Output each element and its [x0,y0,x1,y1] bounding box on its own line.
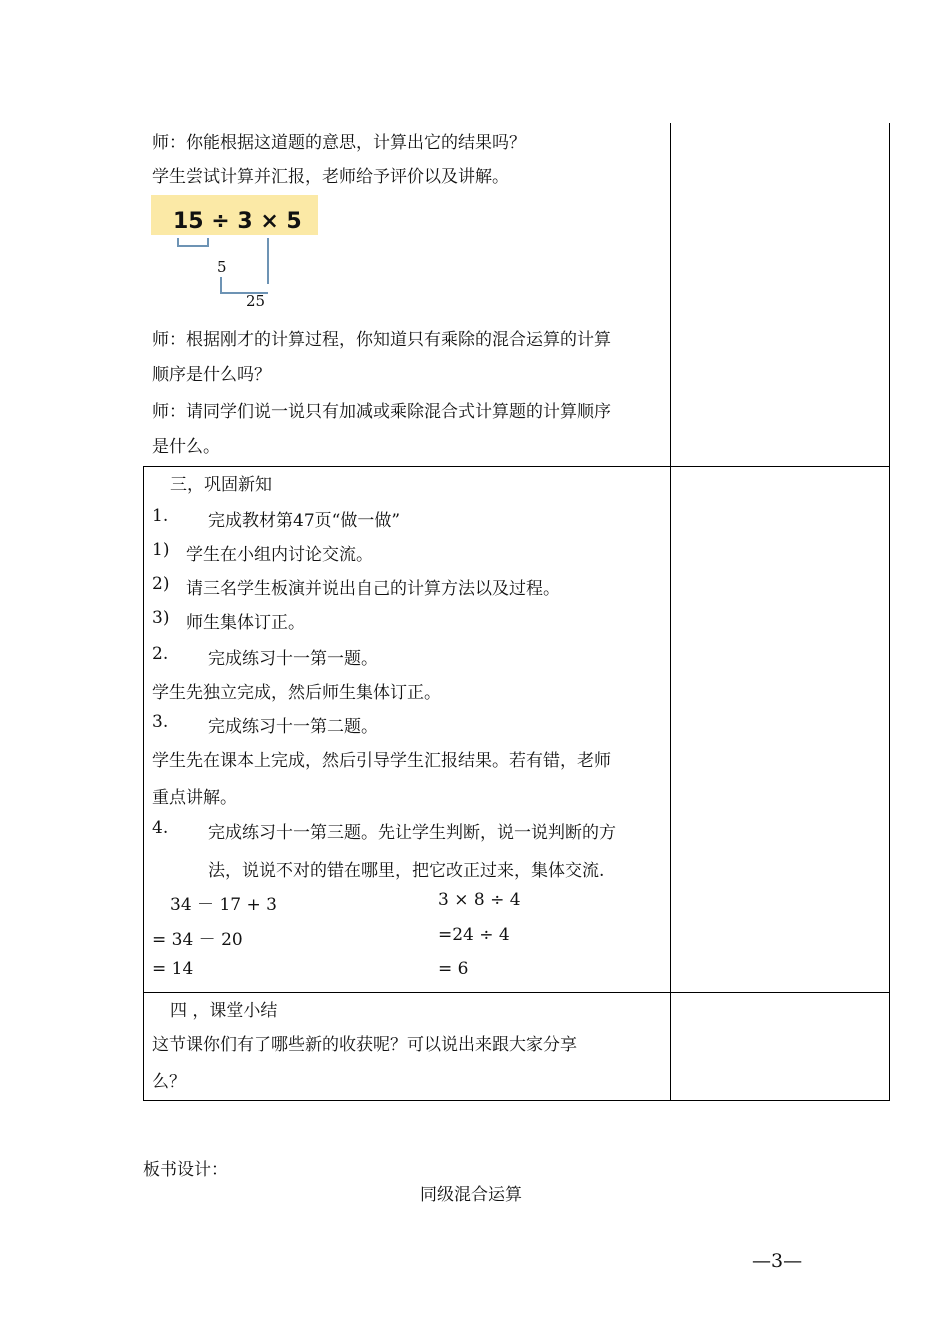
expression: 15 ÷ 3 × 5 [173,209,302,234]
calc-left-line: 34 － 17 + 3 [170,895,277,915]
intro-after-line-1: 师：根据刚才的计算过程，你知道只有乘除的混合运算的计算 [152,330,611,350]
item-num: 3. [152,712,169,732]
step2-result: 25 [246,292,266,310]
calc-right-line: =24 ÷ 4 [438,925,510,945]
calc-right-line: 3 × 8 ÷ 4 [438,890,521,910]
row-divider-2 [143,992,890,993]
bracket-step-1 [178,238,208,246]
board-design-label: 板书设计： [143,1160,228,1180]
item-text: 法，说说不对的错在哪里，把它改正过来，集体交流. [208,861,605,881]
item-text: 完成教材第47页“做一做” [208,511,401,531]
calc-left-line: = 34 － 20 [152,930,243,950]
bracket-step-2-left [221,277,268,293]
item-text: 学生先在课本上完成，然后引导学生汇报结果。若有错，老师 [152,751,611,771]
table-border-bottom [143,1100,890,1101]
item-num: 4. [152,818,169,838]
intro-line-1: 师：你能根据这道题的意思，计算出它的结果吗？ [152,133,526,153]
calc-right-line: = 6 [438,959,469,979]
summary-line-1: 这节课你们有了哪些新的收获呢？可以说出来跟大家分享 [152,1035,577,1055]
item-num: 2) [152,574,170,594]
intro-line-2: 学生尝试计算并汇报，老师给予评价以及讲解。 [152,167,509,187]
section-three-heading: 三，巩固新知 [170,475,272,495]
item-text: 重点讲解。 [152,788,237,808]
calc-left-line: = 14 [152,959,194,979]
item-text: 请三名学生板演并说出自己的计算方法以及过程。 [186,579,560,599]
item-text: 学生先独立完成，然后师生集体订正。 [152,683,441,703]
item-num: 1) [152,540,170,560]
item-text: 完成练习十一第二题。 [208,717,378,737]
item-text: 师生集体订正。 [186,613,305,633]
item-text: 完成练习十一第一题。 [208,649,378,669]
summary-line-2: 么？ [152,1072,186,1092]
board-design-title: 同级混合运算 [420,1185,522,1205]
calculation-brackets [0,0,950,320]
step1-result: 5 [217,258,227,276]
item-num: 2. [152,644,169,664]
intro-after-line-3: 师：请同学们说一说只有加减或乘除混合式计算题的计算顺序 [152,402,611,422]
row-divider-1 [143,466,890,467]
item-text: 完成练习十一第三题。先让学生判断，说一说判断的方 [208,823,616,843]
section-four-heading: 四 ，课堂小结 [170,1001,278,1021]
page-number: —3— [752,1250,803,1272]
intro-after-line-2: 顺序是什么吗？ [152,365,271,385]
item-num: 3) [152,608,170,628]
item-text: 学生在小组内讨论交流。 [186,545,373,565]
intro-after-line-4: 是什么。 [152,437,220,457]
table-border-left [143,466,144,1101]
item-num: 1. [152,506,169,526]
